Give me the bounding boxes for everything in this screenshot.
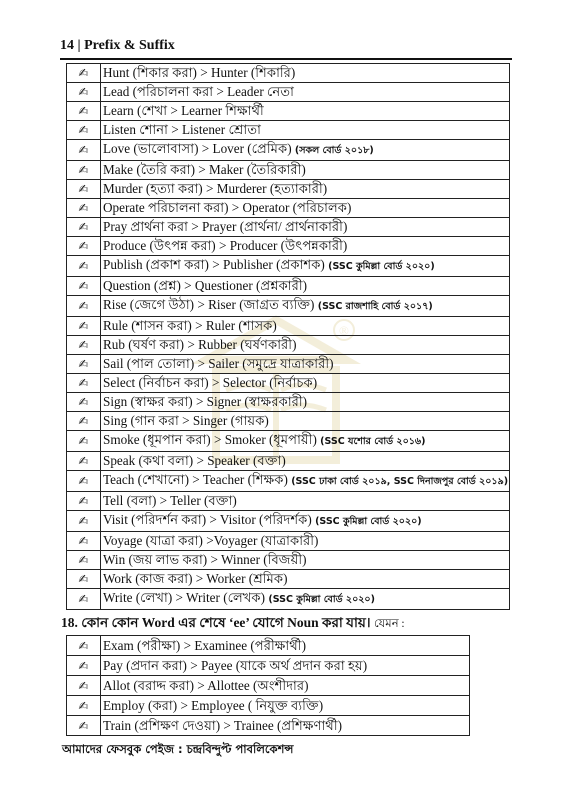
writing-hand-icon: ✍ [67,412,101,431]
word-row [67,374,510,393]
word-derivation: Write (লেখা) > Writer (লেখক) [103,590,266,605]
writing-hand-icon: ✍ [67,237,101,256]
word-row [67,716,470,736]
word-row [67,636,470,656]
word-entry [101,551,510,570]
word-entry [101,355,510,374]
writing-hand-icon: ✍ [67,161,101,180]
writing-hand-icon: ✍ [67,431,101,452]
writing-hand-icon: ✍ [67,199,101,218]
word-entry [101,199,510,218]
word-entry [101,317,510,336]
page-header: 14 | Prefix & Suffix [60,38,175,53]
word-derivation: Allot (বরাদ্দ করা) > Allottee (অংশীদার) [103,677,309,693]
writing-hand-icon: ✍ [67,374,101,393]
word-entry [101,589,510,610]
writing-hand-icon: ✍ [67,636,101,656]
writing-hand-icon: ✍ [67,102,101,121]
word-row [67,180,510,199]
word-row [67,355,510,374]
writing-hand-icon: ✍ [67,551,101,570]
word-row [67,676,470,696]
word-derivation: Publish (প্রকাশ করা) > Publisher (প্রকাশক) [103,257,325,272]
word-entry [101,237,510,256]
word-entry [101,716,470,736]
word-row [67,317,510,336]
word-derivation: Select (নির্বাচন করা) > Selector (নির্বাচক) [103,375,318,390]
writing-hand-icon: ✍ [67,64,101,83]
word-derivation: Listen শোনা > Listener শ্রোতা [103,122,261,137]
board-exam-source: (SSC কুমিল্লা বোর্ড ২০২০) [315,516,422,527]
word-entry [101,570,510,589]
word-row [67,412,510,431]
writing-hand-icon: ✍ [67,471,101,492]
word-derivation: Pray প্রার্থনা করা > Prayer (প্রার্থনা/ প্রার্থনাকারী) [103,219,348,234]
word-entry [101,83,510,102]
suffix-ee-table [66,635,470,736]
writing-hand-icon: ✍ [67,492,101,511]
board-exam-source: (SSC ঢাকা বোর্ড ২০১৯, SSC দিনাজপুর বোর্ড ২০১৯) [291,476,509,487]
word-entry [101,511,510,532]
word-derivation: Hunt (শিকার করা) > Hunter (শিকারি) [103,65,296,80]
suffix-er-table [66,63,510,610]
word-derivation: Question (প্রশ্ন) > Questioner (প্রশ্নকারী) [103,278,308,293]
word-entry [101,412,510,431]
word-row [67,83,510,102]
word-derivation: Win (জয় লাভ করা) > Winner (বিজয়ী) [103,552,307,567]
word-derivation: Work (কাজ করা) > Worker (শ্রমিক) [103,571,288,586]
writing-hand-icon: ✍ [67,676,101,696]
writing-hand-icon: ✍ [67,393,101,412]
writing-hand-icon: ✍ [67,511,101,532]
word-derivation: Love (ভালোবাসা) > Lover (প্রেমিক) [103,141,292,156]
writing-hand-icon: ✍ [67,218,101,237]
svg-text:®: ® [339,323,349,338]
word-row [67,589,510,610]
word-entry [101,102,510,121]
word-entry [101,277,510,296]
board-exam-source: (SSC যশোর বোর্ড ২০১৬) [320,436,426,447]
word-derivation: Visit (পরিদর্শন করা) > Visitor (পরিদর্শক) [103,512,312,527]
word-derivation: Make (তৈরি করা) > Maker (তৈরিকারী) [103,162,306,177]
writing-hand-icon: ✍ [67,696,101,716]
word-entry [101,492,510,511]
word-derivation: Produce (উৎপন্ন করা) > Producer (উৎপন্নকারী) [103,238,348,253]
word-derivation: Rise (জেগে উঠা) > Riser (জাগ্রত ব্যক্তি) [103,297,315,312]
word-row [67,237,510,256]
word-row [67,199,510,218]
writing-hand-icon: ✍ [67,570,101,589]
word-row [67,511,510,532]
writing-hand-icon: ✍ [67,656,101,676]
header-rule [60,58,512,60]
board-exam-source: (SSC কুমিল্লা বোর্ড ২০২০) [268,594,375,605]
word-row [67,696,470,716]
word-row [67,492,510,511]
word-row [67,570,510,589]
word-row [67,161,510,180]
writing-hand-icon: ✍ [67,336,101,355]
word-row [67,431,510,452]
word-derivation: Employ (করা) > Employee ( নিযুক্ত ব্যক্তি) [103,697,324,713]
word-entry [101,393,510,412]
writing-hand-icon: ✍ [67,180,101,199]
word-row [67,121,510,140]
word-row [67,140,510,161]
writing-hand-icon: ✍ [67,256,101,277]
writing-hand-icon: ✍ [67,296,101,317]
word-entry [101,452,510,471]
word-row [67,256,510,277]
word-entry [101,161,510,180]
word-derivation: Exam (পরীক্ষা) > Examinee (পরীক্ষার্থী) [103,637,306,653]
word-derivation: Lead (পরিচালনা করা > Leader নেতা [103,84,294,99]
writing-hand-icon: ✍ [67,83,101,102]
word-row [67,656,470,676]
writing-hand-icon: ✍ [67,121,101,140]
word-derivation: Operate পরিচালনা করা) > Operator (পরিচালক) [103,200,352,215]
section-18-heading [61,612,405,635]
word-row [67,102,510,121]
word-entry [101,374,510,393]
word-derivation: Learn (শেখা > Learner শিক্ষার্থী [103,103,264,118]
writing-hand-icon: ✍ [67,140,101,161]
word-entry [101,121,510,140]
word-entry [101,532,510,551]
word-derivation: Tell (বলা) > Teller (বক্তা) [103,493,237,508]
word-row [67,218,510,237]
word-entry [101,218,510,237]
writing-hand-icon: ✍ [67,452,101,471]
writing-hand-icon: ✍ [67,716,101,736]
word-derivation: Sail (পাল তোলা) > Sailer (সমুদ্রে যাত্রাকারী) [103,356,334,371]
word-entry [101,656,470,676]
writing-hand-icon: ✍ [67,589,101,610]
word-row [67,336,510,355]
board-exam-source: (SSC কুমিল্লা বোর্ড ২০২০) [328,261,435,272]
word-entry [101,64,510,83]
word-derivation: Pay (প্রদান করা) > Payee (যাকে অর্থ প্রদান করা হয়) [103,657,368,673]
word-entry [101,336,510,355]
board-exam-source: (SSC রাজশাহি বোর্ড ২০১৭) [317,301,433,312]
section-18-continuation: যেমন : [374,618,405,630]
word-row [67,551,510,570]
word-entry [101,696,470,716]
word-derivation: Sing (গান করা > Singer (গায়ক) [103,413,269,428]
section-18-title: 18. কোন কোন Word এর শেষে ‘ee’ যোগে Noun করা যায়। [61,615,371,630]
word-row [67,296,510,317]
word-row [67,64,510,83]
word-row [67,393,510,412]
writing-hand-icon: ✍ [67,277,101,296]
word-entry [101,471,510,492]
word-row [67,471,510,492]
word-row [67,277,510,296]
word-entry [101,256,510,277]
board-exam-source: (সকল বোর্ড ২০১৮) [294,145,374,156]
word-derivation: Teach (শেখানো) > Teacher (শিক্ষক) [103,472,288,487]
word-entry [101,636,470,656]
word-derivation: Speak (কথা বলা) > Speaker (বক্তা) [103,453,286,468]
page-footer: আমাদের ফেসবুক পেইজ : চন্দ্রবিন্দুপ্ট পাবলিকেশন্স [62,742,294,756]
word-derivation: Voyage (যাত্রা করা) >Voyager (যাত্রাকারী) [103,533,319,548]
word-derivation: Train (প্রশিক্ষণ দেওয়া) > Trainee (প্রশিক্ষণার্থী) [103,717,343,733]
word-row [67,452,510,471]
word-entry [101,676,470,696]
word-row [67,532,510,551]
word-derivation: Sign (স্বাক্ষর করা) > Signer (স্বাক্ষরকারী) [103,394,308,409]
word-entry [101,180,510,199]
word-derivation: Rule (শাসন করা) > Ruler (শাসক) [103,318,277,333]
writing-hand-icon: ✍ [67,317,101,336]
word-entry [101,296,510,317]
word-derivation: Smoke (ধূমপান করা) > Smoker (ধূমপায়ী) [103,432,317,447]
writing-hand-icon: ✍ [67,355,101,374]
word-derivation: Murder (হত্যা করা) > Murderer (হত্যাকারী) [103,181,328,196]
word-entry [101,140,510,161]
writing-hand-icon: ✍ [67,532,101,551]
word-derivation: Rub (ঘর্ষণ করা) > Rubber (ঘর্ষণকারী) [103,337,297,352]
word-entry [101,431,510,452]
